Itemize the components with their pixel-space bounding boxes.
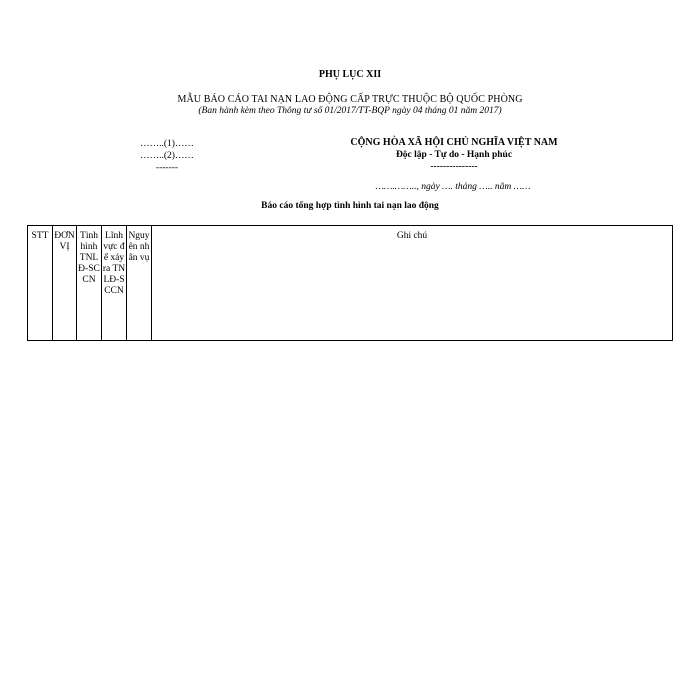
form-subtitle: (Ban hành kèm theo Thông tư số 01/2017/TT-BQP ngày 04 tháng 01 năm 2017): [198, 106, 502, 116]
table-header-row: [28, 226, 673, 341]
issuing-agency-block: [126, 138, 208, 174]
column-header-cause: Nguyên nhân vụ: [127, 226, 152, 341]
column-header-field: Lĩnh vực để xảy ra TNLĐ-SCCN: [102, 226, 127, 341]
national-header-block: [330, 137, 578, 173]
column-header-stt: STT: [28, 226, 53, 341]
appendix-label: PHỤ LỤC XII: [318, 69, 382, 80]
agency-divider: -------: [155, 163, 179, 173]
report-table: [27, 225, 673, 341]
date-line: …….…….., ngày …. tháng ….. năm ……: [375, 182, 531, 192]
form-title: MẪU BÁO CÁO TAI NẠN LAO ĐỘNG CẤP TRỰC THUỘC BỘ QUỐC PHÒNG: [177, 94, 523, 105]
motto-divider: ---------------: [430, 162, 478, 172]
column-header-situation: Tình hình TNLĐ-SCCN: [77, 226, 102, 341]
agency-line-2: ……..(2)……: [140, 151, 194, 161]
column-header-notes: Ghi chú: [152, 226, 673, 341]
national-motto: Độc lập - Tự do - Hạnh phúc: [395, 150, 513, 160]
agency-line-1: ……..(1)……: [140, 139, 194, 149]
report-title: Báo cáo tổng hợp tình hình tai nạn lao động: [261, 201, 439, 211]
nation-name: CỘNG HÒA XÃ HỘI CHỦ NGHĨA VIỆT NAM: [350, 137, 558, 148]
column-header-unit: ĐƠN VỊ: [53, 226, 77, 341]
